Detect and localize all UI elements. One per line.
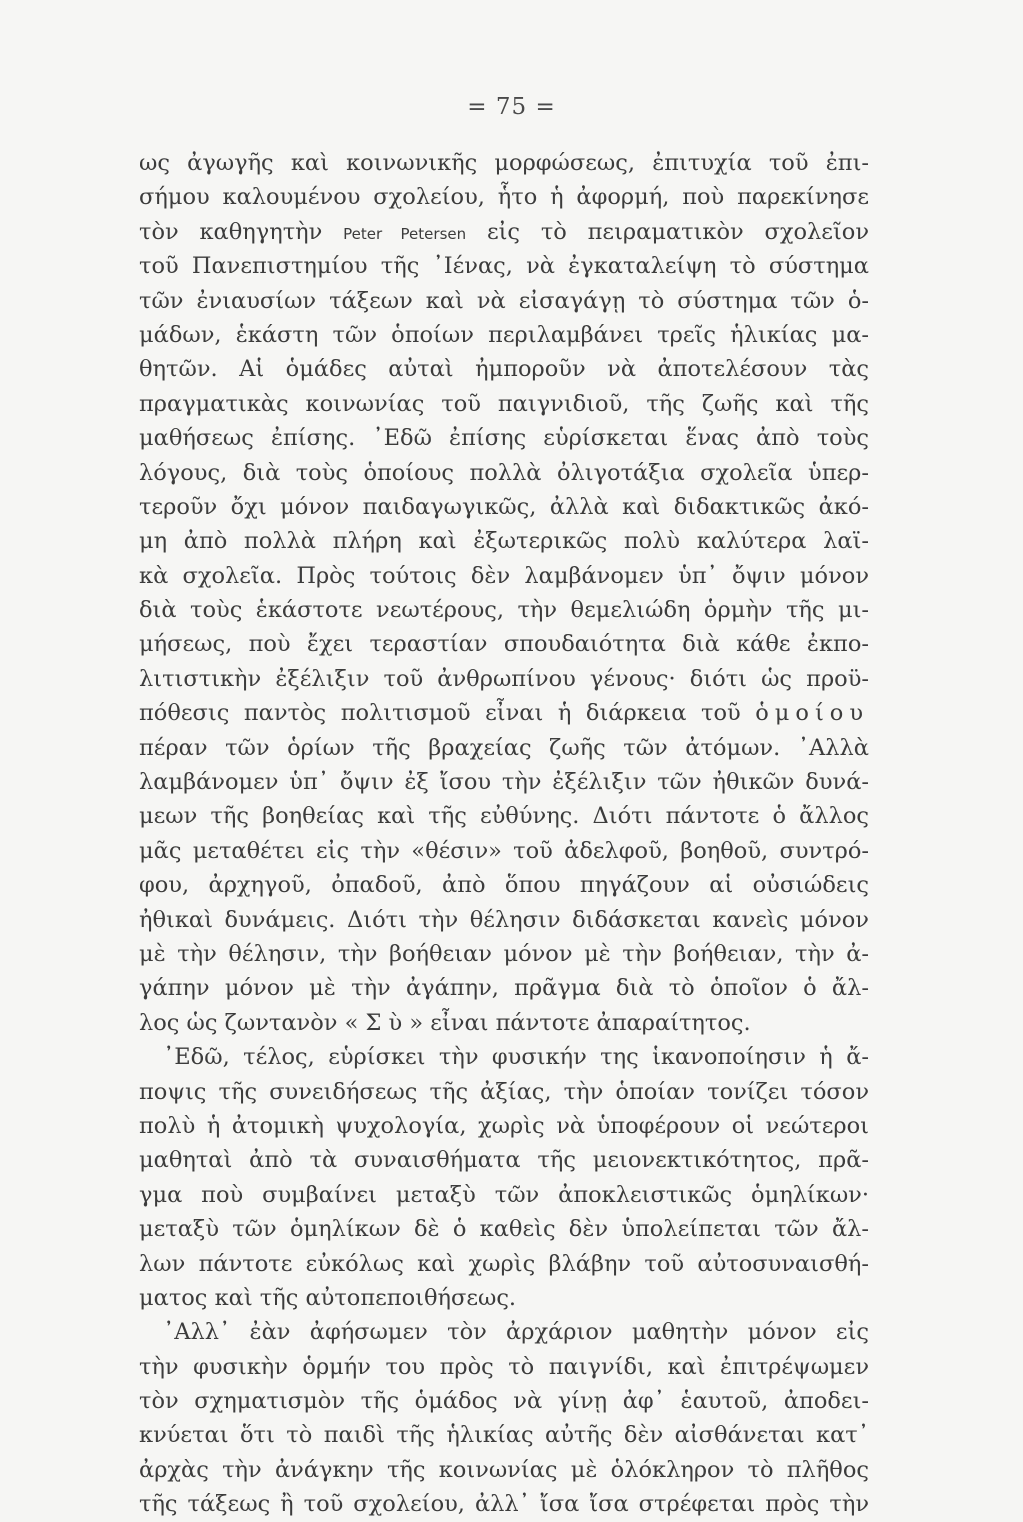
text-line: ματος καὶ τῆς αὐτοπεποιθήσεως. bbox=[139, 1284, 517, 1311]
text-line: ᾿Εδῶ, τέλος, εὑρίσκει τὴν φυσικήν της ἱκανοποίησιν ἡ ἄ- bbox=[163, 1044, 869, 1071]
text-segment: πόθεσις παντὸς πολιτισμοῦ εἶναι ἡ διάρκεια τοῦ bbox=[139, 700, 741, 727]
text-line: ποψις τῆς συνειδήσεως τῆς ἀξίας, τὴν ὁποίαν τονίζει τόσον bbox=[139, 1078, 869, 1105]
body-text bbox=[139, 146, 869, 1522]
text-line: τῶν ἐνιαυσίων τάξεων καὶ νὰ εἰσαγάγῃ τὸ σύστημα τῶν ὁ- bbox=[139, 287, 869, 314]
page-number: = 75 = bbox=[467, 94, 556, 120]
person-name: Peter Petersen bbox=[343, 224, 467, 243]
text-line bbox=[139, 696, 869, 730]
text-line: κνύεται ὅτι τὸ παιδὶ τῆς ἡλικίας αὐτῆς δὲν αἰσθάνεται κατ᾿ bbox=[139, 1422, 869, 1449]
text-line: ἠθικαὶ δυνάμεις. Διότι τὴν θέλησιν διδάσκεται κανεὶς μόνον bbox=[139, 906, 869, 933]
text-segment: εἰς τὸ πειραματικὸν σχολεῖον bbox=[486, 218, 869, 245]
text-line: τῆς τάξεως ἢ τοῦ σχολείου, ἀλλ᾿ ἴσα ἴσα στρέφεται πρὸς τὴν bbox=[139, 1491, 869, 1518]
text-line: μαθήσεως ἐπίσης. ᾿Εδῶ ἐπίσης εὑρίσκεται ἕνας ἀπὸ τοὺς bbox=[139, 425, 869, 452]
text-line: τὸν σχηματισμὸν τῆς ὁμάδος νὰ γίνῃ ἀφ᾿ ἑαυτοῦ, ἀποδει- bbox=[139, 1388, 869, 1415]
text-line: μᾶς μεταθέτει εἰς τὴν «θέσιν» τοῦ ἀδελφοῦ, βοηθοῦ, συντρό- bbox=[139, 837, 869, 864]
text-line: ως ἀγωγῆς καὶ κοινωνικῆς μορφώσεως, ἐπιτυχία τοῦ ἐπι- bbox=[139, 150, 869, 176]
text-line: γμα ποὺ συμβαίνει μεταξὺ τῶν ἀποκλειστικῶς ὁμηλίκων· bbox=[139, 1181, 869, 1208]
text-line: φου, ἀρχηγοῦ, ὀπαδοῦ, ἀπὸ ὅπου πηγάζουν αἱ οὐσιώδεις bbox=[139, 872, 869, 899]
text-line: διὰ τοὺς ἑκάστοτε νεωτέρους, τὴν θεμελιώδη ὁρμὴν τῆς μι- bbox=[139, 597, 869, 624]
text-line: λων πάντοτε εὐκόλως καὶ χωρὶς βλάβην τοῦ αὐτοσυναισθή- bbox=[139, 1250, 869, 1277]
text-line bbox=[139, 215, 869, 249]
text-line: μήσεως, ποὺ ἔχει τεραστίαν σπουδαιότητα διὰ κάθε ἐκπο- bbox=[139, 631, 869, 658]
text-line: μη ἀπὸ πολλὰ πλήρη καὶ ἐξωτερικῶς πολὺ καλύτερα λαϊ- bbox=[139, 528, 869, 555]
text-line: λιτιστικὴν ἐξέλιξιν τοῦ ἀνθρωπίνου γένους· διότι ὡς προϋ- bbox=[139, 665, 869, 692]
text-line: μεταξὺ τῶν ὁμηλίκων δὲ ὁ καθεὶς δὲν ὑπολείπεται τῶν ἄλ- bbox=[139, 1216, 869, 1243]
text-segment: τὸν καθηγητὴν bbox=[139, 218, 323, 245]
text-line: θητῶν. Αἱ ὁμάδες αὐταὶ ἠμποροῦν νὰ ἀποτελέσουν τὰς bbox=[139, 356, 869, 383]
text-line: λος ὡς ζωντανὸν « Σ ὺ » εἶναι πάντοτε ἀπαραίτητος. bbox=[139, 1009, 751, 1036]
text-line: πέραν τῶν ὁρίων τῆς βραχείας ζωῆς τῶν ἀτόμων. ᾿Αλλὰ bbox=[139, 734, 869, 761]
text-line: σήμου καλουμένου σχολείου, ἧτο ἡ ἀφορμή, ποὺ παρεκίνησε bbox=[139, 184, 869, 211]
text-line: μεων τῆς βοηθείας καὶ τῆς εὐθύνης. Διότι πάντοτε ὁ ἄλλος bbox=[139, 803, 869, 830]
text-line: τοῦ Πανεπιστημίου τῆς ᾿Ιένας, νὰ ἐγκαταλείψη τὸ σύστημα bbox=[139, 253, 869, 280]
text-line: πραγματικὰς κοινωνίας τοῦ παιγνιδιοῦ, τῆς ζωῆς καὶ τῆς bbox=[139, 390, 869, 417]
text-line: τεροῦν ὄχι μόνον παιδαγωγικῶς, ἀλλὰ καὶ διδακτικῶς ἀκό- bbox=[139, 493, 869, 520]
text-line: μὲ τὴν θέλησιν, τὴν βοήθειαν μόνον μὲ τὴν βοήθειαν, τὴν ἀ- bbox=[139, 940, 869, 967]
text-line: ἀρχὰς τὴν ἀνάγκην τῆς κοινωνίας μὲ ὁλόκληρον τὸ πλῆθος bbox=[139, 1456, 869, 1483]
text-line: κὰ σχολεῖα. Πρὸς τούτοις δὲν λαμβάνομεν ὑπ᾿ ὄψιν μόνον bbox=[139, 562, 869, 589]
text-line: γάπην μόνον μὲ τὴν ἀγάπην, πρᾶγμα διὰ τὸ ὁποῖον ὁ ἄλ- bbox=[139, 975, 869, 1002]
text-line: μάδων, ἑκάστη τῶν ὁποίων περιλαμβάνει τρεῖς ἡλικίας μα- bbox=[139, 321, 869, 348]
text-line: λόγους, διὰ τοὺς ὁποίους πολλὰ ὀλιγοτάξια σχολεῖα ὑπερ- bbox=[139, 459, 869, 486]
text-line: μαθηταὶ ἀπὸ τὰ συναισθήματα τῆς μειονεκτικότητος, πρᾶ- bbox=[139, 1147, 869, 1174]
text-line: ᾿Αλλ᾿ ἐὰν ἀφήσωμεν τὸν ἀρχάριον μαθητὴν μόνον εἰς bbox=[163, 1319, 869, 1346]
text-line: τὴν φυσικὴν ὁρμήν του πρὸς τὸ παιγνίδι, καὶ ἐπιτρέψωμεν bbox=[139, 1353, 869, 1380]
text-line: πολὺ ἡ ἀτομικὴ ψυχολογία, χωρὶς νὰ ὑποφέρουν οἱ νεώτεροι bbox=[139, 1112, 869, 1139]
text-line: λαμβάνομεν ὑπ᾿ ὄψιν ἐξ ἴσου τὴν ἐξέλιξιν τῶν ἠθικῶν δυνά- bbox=[139, 769, 869, 796]
emphasized-word: ὁμοίου bbox=[755, 700, 869, 727]
